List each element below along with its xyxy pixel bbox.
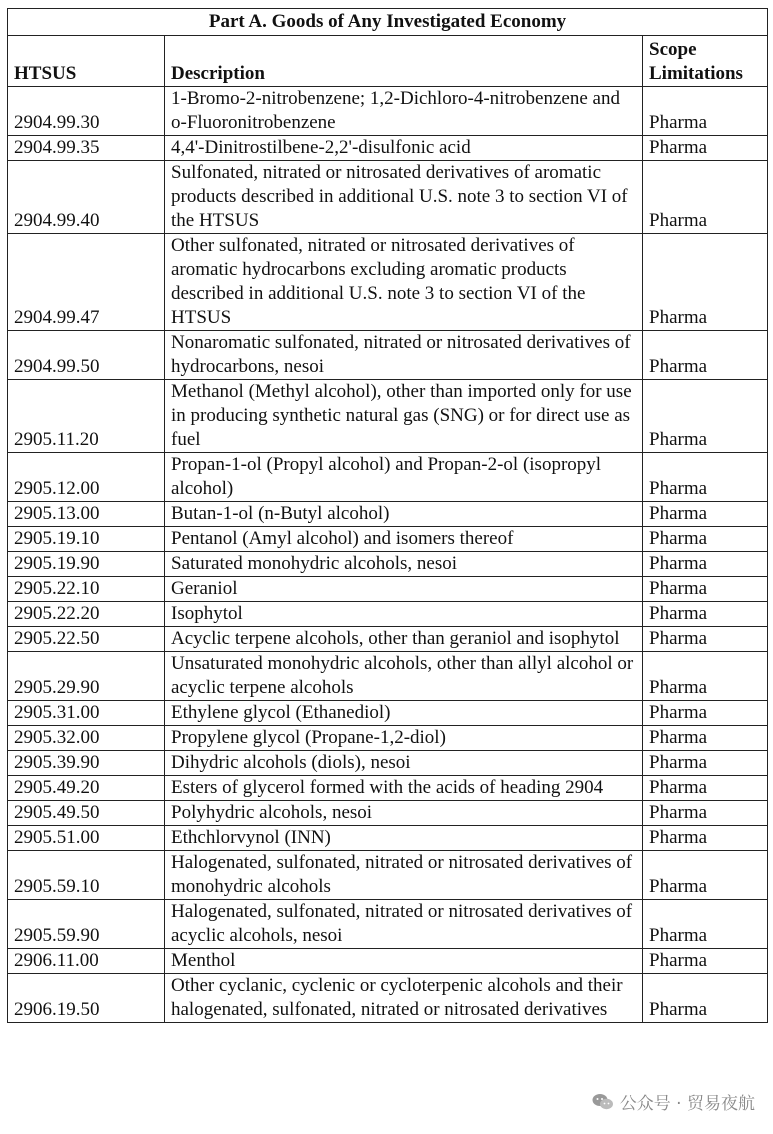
- htsus-code-cell: 2905.19.90: [8, 552, 165, 577]
- scope-cell: Pharma: [643, 234, 768, 331]
- table-row: [8, 602, 768, 627]
- table-row: [8, 527, 768, 552]
- description-cell: Other sulfonated, nitrated or nitrosated derivatives of aromatic hydrocarbons excluding aromatic products described in additional U.S. note 3 to section VI of the HTSUS: [165, 234, 643, 331]
- scope-cell: Pharma: [643, 974, 768, 1023]
- description-cell: Halogenated, sulfonated, nitrated or nitrosated derivatives of acyclic alcohols, nesoi: [165, 900, 643, 949]
- description-cell: Propan-1-ol (Propyl alcohol) and Propan-2-ol (isopropyl alcohol): [165, 453, 643, 502]
- table-row: [8, 701, 768, 726]
- scope-cell: Pharma: [643, 652, 768, 701]
- scope-cell: Pharma: [643, 851, 768, 900]
- table-body: [8, 87, 768, 1023]
- htsus-code-cell: 2905.11.20: [8, 380, 165, 453]
- table-row: [8, 87, 768, 136]
- scope-cell: Pharma: [643, 380, 768, 453]
- table-row: [8, 577, 768, 602]
- watermark: [592, 1089, 755, 1114]
- htsus-code-cell: 2905.12.00: [8, 453, 165, 502]
- htsus-code-cell: 2906.19.50: [8, 974, 165, 1023]
- table-row: [8, 851, 768, 900]
- htsus-code-cell: 2905.51.00: [8, 826, 165, 851]
- table-title-row: [8, 9, 768, 36]
- scope-cell: Pharma: [643, 801, 768, 826]
- scope-cell: Pharma: [643, 527, 768, 552]
- table-row: [8, 552, 768, 577]
- header-scope-line2: Limitations: [649, 63, 743, 84]
- header-description: Description: [165, 36, 643, 87]
- table-title: Part A. Goods of Any Investigated Economy: [8, 9, 768, 36]
- table-row: [8, 380, 768, 453]
- table-row: [8, 136, 768, 161]
- description-cell: Sulfonated, nitrated or nitrosated derivatives of aromatic products described in additional U.S. note 3 to section VI of the HTSUS: [165, 161, 643, 234]
- table-row: [8, 502, 768, 527]
- table-row: [8, 826, 768, 851]
- scope-cell: Pharma: [643, 552, 768, 577]
- table-row: [8, 751, 768, 776]
- watermark-text: 公众号 · 贸易夜航: [619, 1094, 755, 1114]
- scope-cell: Pharma: [643, 602, 768, 627]
- scope-cell: Pharma: [643, 726, 768, 751]
- description-cell: Propylene glycol (Propane-1,2-diol): [165, 726, 643, 751]
- htsus-code-cell: 2905.31.00: [8, 701, 165, 726]
- scope-cell: Pharma: [643, 577, 768, 602]
- description-cell: Isophytol: [165, 602, 643, 627]
- htsus-code-cell: 2905.13.00: [8, 502, 165, 527]
- scope-cell: Pharma: [643, 627, 768, 652]
- table-row: [8, 627, 768, 652]
- htsus-code-cell: 2905.39.90: [8, 751, 165, 776]
- scope-cell: Pharma: [643, 502, 768, 527]
- scope-cell: Pharma: [643, 161, 768, 234]
- description-cell: Nonaromatic sulfonated, nitrated or nitrosated derivatives of hydrocarbons, nesoi: [165, 331, 643, 380]
- scope-cell: Pharma: [643, 751, 768, 776]
- htsus-code-cell: 2905.22.20: [8, 602, 165, 627]
- htsus-code-cell: 2905.59.10: [8, 851, 165, 900]
- header-htsus: HTSUS: [8, 36, 165, 87]
- description-cell: 4,4'-Dinitrostilbene-2,2'-disulfonic acid: [165, 136, 643, 161]
- htsus-code-cell: 2905.49.50: [8, 801, 165, 826]
- description-cell: Unsaturated monohydric alcohols, other than allyl alcohol or acyclic terpene alcohols: [165, 652, 643, 701]
- htsus-code-cell: 2904.99.47: [8, 234, 165, 331]
- description-cell: Geraniol: [165, 577, 643, 602]
- table-row: [8, 949, 768, 974]
- htsus-code-cell: 2906.11.00: [8, 949, 165, 974]
- htsus-code-cell: 2905.22.10: [8, 577, 165, 602]
- description-cell: Halogenated, sulfonated, nitrated or nitrosated derivatives of monohydric alcohols: [165, 851, 643, 900]
- description-cell: Menthol: [165, 949, 643, 974]
- description-cell: Butan-1-ol (n-Butyl alcohol): [165, 502, 643, 527]
- table-row: [8, 900, 768, 949]
- description-cell: Esters of glycerol formed with the acids of heading 2904: [165, 776, 643, 801]
- description-cell: Ethylene glycol (Ethanediol): [165, 701, 643, 726]
- header-scope: [643, 36, 768, 87]
- htsus-code-cell: 2904.99.35: [8, 136, 165, 161]
- hts-table: [7, 8, 768, 1023]
- scope-cell: Pharma: [643, 900, 768, 949]
- htsus-code-cell: 2904.99.30: [8, 87, 165, 136]
- description-cell: Polyhydric alcohols, nesoi: [165, 801, 643, 826]
- htsus-code-cell: 2905.32.00: [8, 726, 165, 751]
- table-row: [8, 801, 768, 826]
- description-cell: Ethchlorvynol (INN): [165, 826, 643, 851]
- scope-cell: Pharma: [643, 701, 768, 726]
- table-row: [8, 234, 768, 331]
- scope-cell: Pharma: [643, 331, 768, 380]
- description-cell: Acyclic terpene alcohols, other than geraniol and isophytol: [165, 627, 643, 652]
- scope-cell: Pharma: [643, 949, 768, 974]
- header-scope-line1: Scope: [649, 39, 697, 60]
- table-row: [8, 974, 768, 1023]
- description-cell: Saturated monohydric alcohols, nesoi: [165, 552, 643, 577]
- scope-cell: Pharma: [643, 453, 768, 502]
- wechat-icon: [592, 1093, 614, 1111]
- htsus-code-cell: 2905.19.10: [8, 527, 165, 552]
- table-row: [8, 652, 768, 701]
- description-cell: 1-Bromo-2-nitrobenzene; 1,2-Dichloro-4-nitrobenzene and o-Fluoronitrobenzene: [165, 87, 643, 136]
- htsus-code-cell: 2905.49.20: [8, 776, 165, 801]
- table-row: [8, 776, 768, 801]
- scope-cell: Pharma: [643, 776, 768, 801]
- header-row: [8, 36, 768, 87]
- table-row: [8, 331, 768, 380]
- htsus-code-cell: 2905.29.90: [8, 652, 165, 701]
- htsus-code-cell: 2905.22.50: [8, 627, 165, 652]
- htsus-code-cell: 2905.59.90: [8, 900, 165, 949]
- scope-cell: Pharma: [643, 87, 768, 136]
- table-row: [8, 726, 768, 751]
- scope-cell: Pharma: [643, 826, 768, 851]
- description-cell: Pentanol (Amyl alcohol) and isomers thereof: [165, 527, 643, 552]
- description-cell: Other cyclanic, cyclenic or cycloterpenic alcohols and their halogenated, sulfonated, nitrated or nitrosated derivatives: [165, 974, 643, 1023]
- htsus-code-cell: 2904.99.50: [8, 331, 165, 380]
- table-row: [8, 161, 768, 234]
- scope-cell: Pharma: [643, 136, 768, 161]
- description-cell: Dihydric alcohols (diols), nesoi: [165, 751, 643, 776]
- htsus-code-cell: 2904.99.40: [8, 161, 165, 234]
- description-cell: Methanol (Methyl alcohol), other than imported only for use in producing synthetic natural gas (SNG) or for direct use as fuel: [165, 380, 643, 453]
- table-row: [8, 453, 768, 502]
